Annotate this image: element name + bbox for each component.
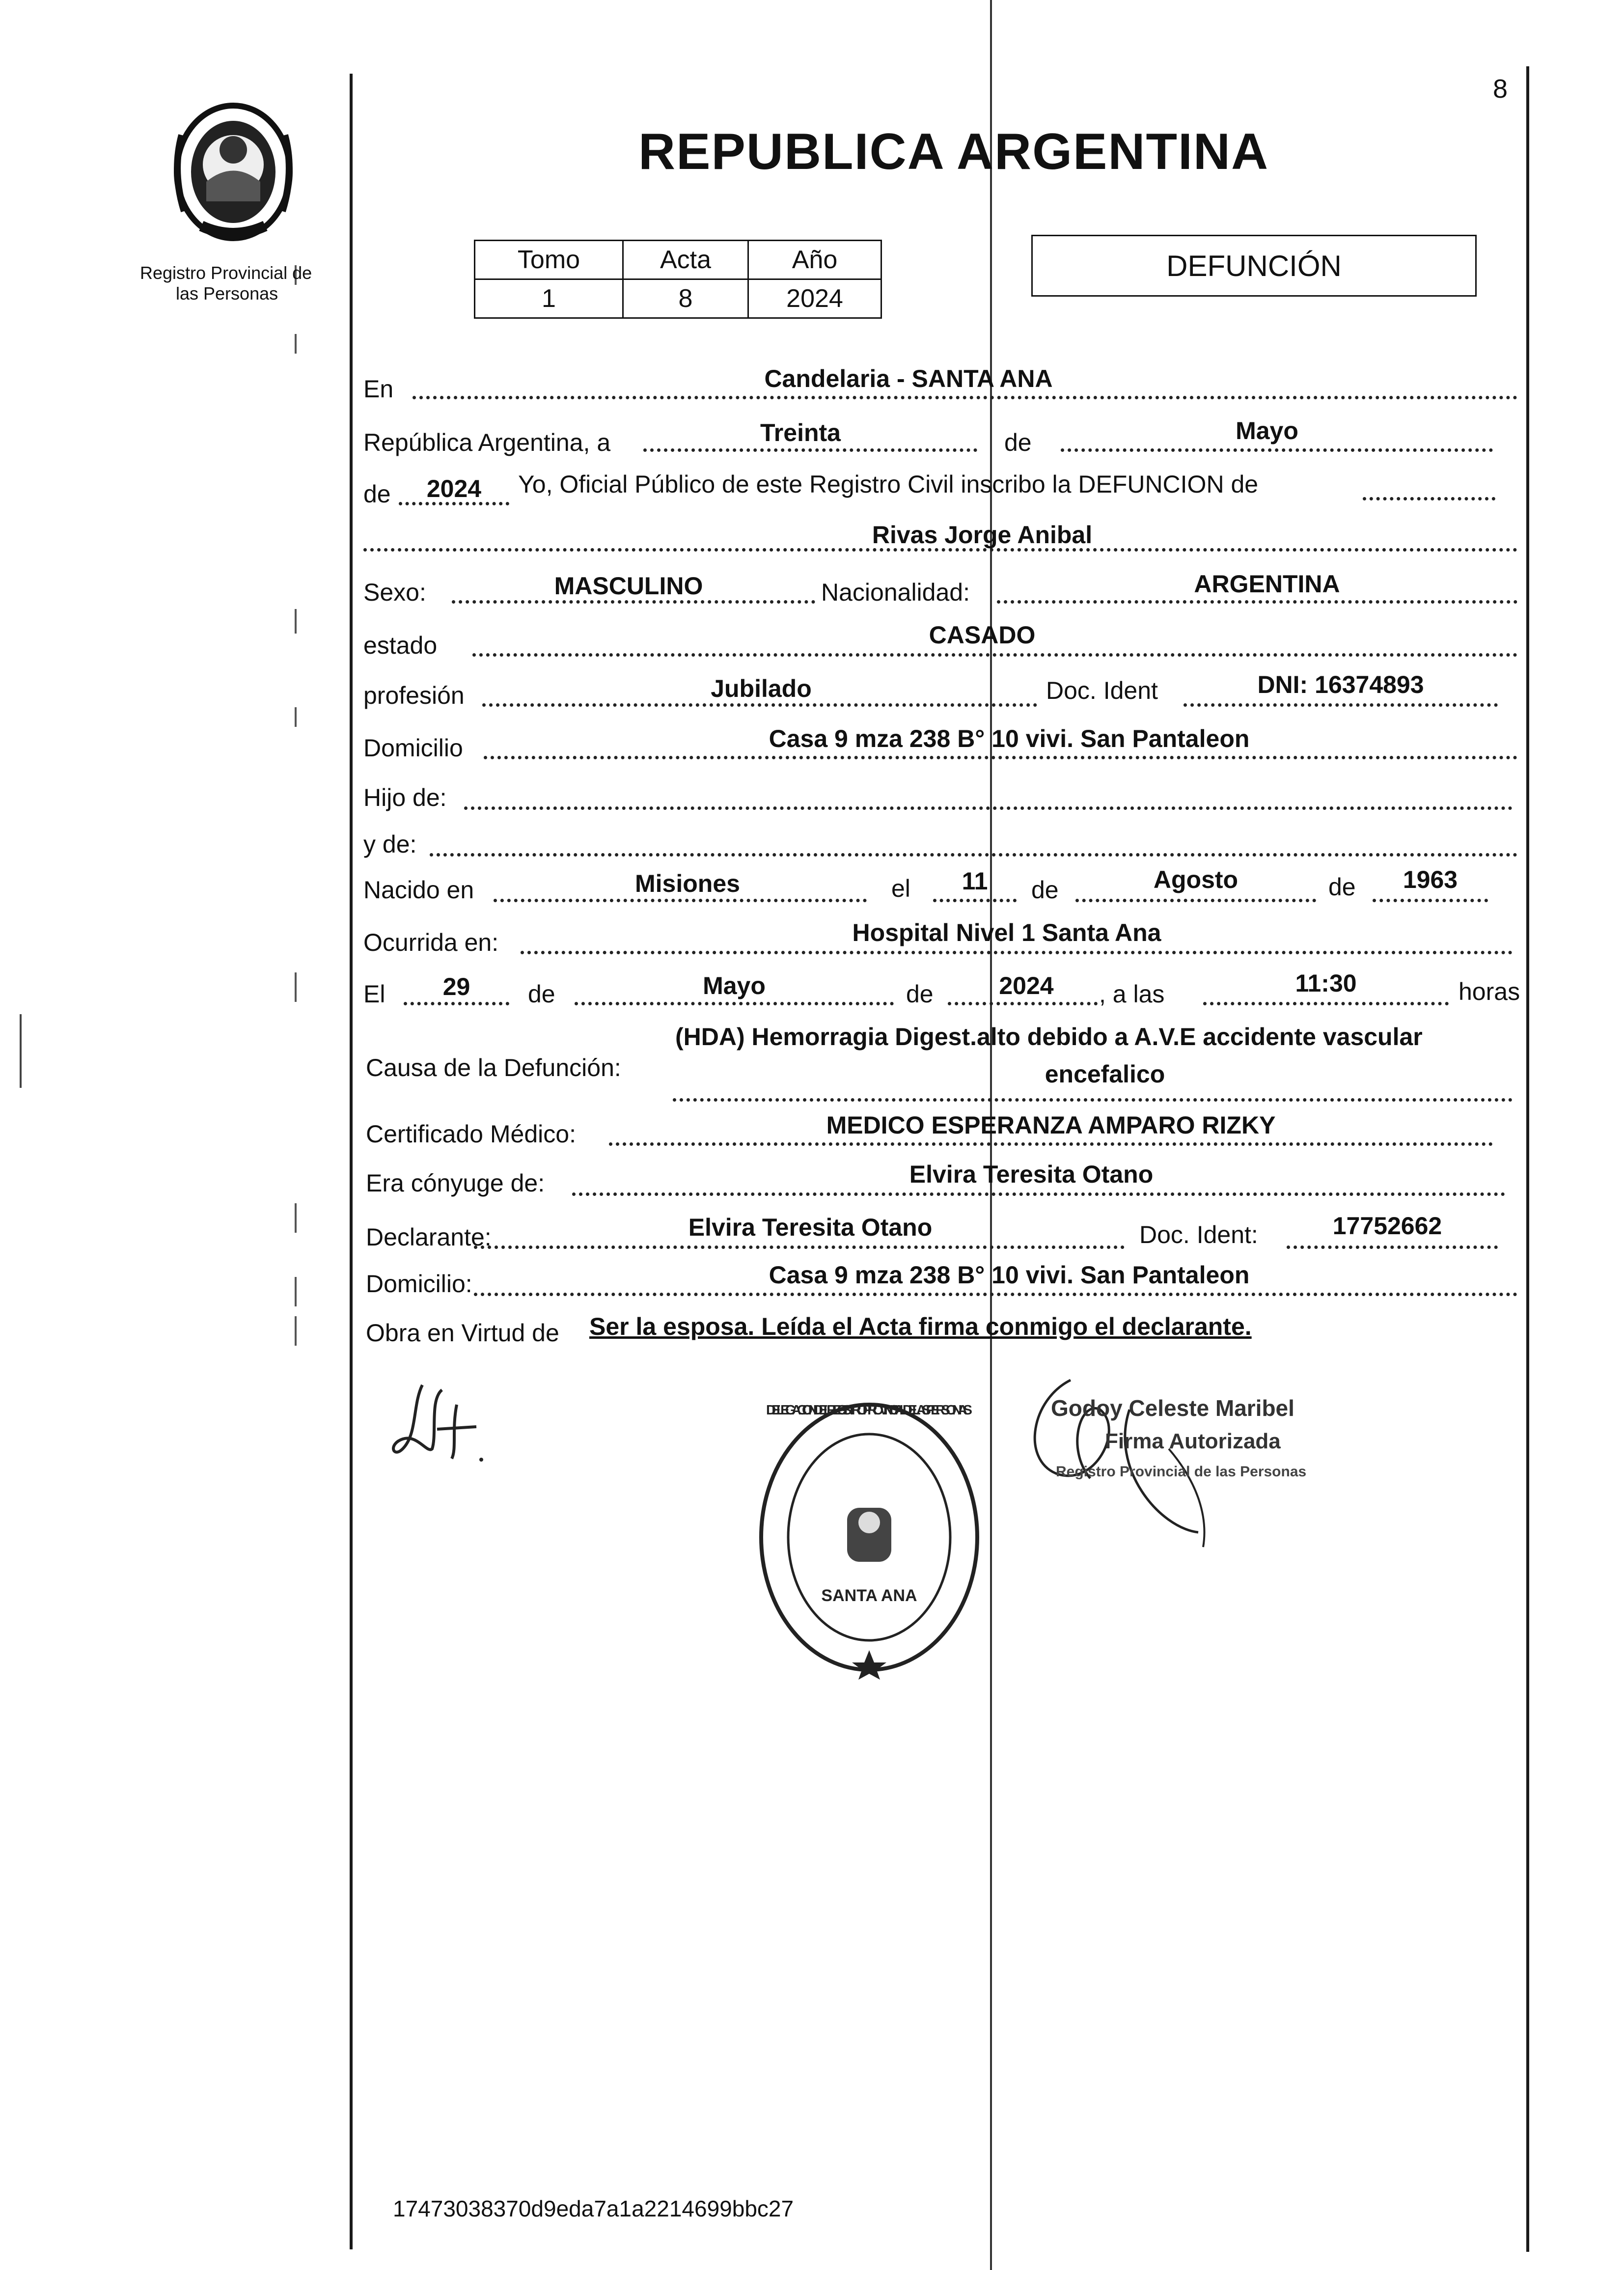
doc-ident-value: DNI: 16374893: [1257, 671, 1424, 698]
domicilio-dotted-line: [484, 756, 1517, 759]
official-role: Firma Autorizada: [1105, 1429, 1281, 1453]
profesion-label: profesión: [363, 682, 465, 709]
doc-ident-dotted-line: [1184, 703, 1498, 707]
table-header-tomo: Tomo: [474, 240, 624, 280]
hijo-dotted-line: [464, 806, 1513, 810]
decl-doc-dotted-line: [1287, 1246, 1498, 1249]
domicilio-label: Domicilio: [363, 734, 463, 762]
scan-speck: [295, 1277, 297, 1306]
estado-label: estado: [363, 632, 438, 659]
registry-stamp: [751, 1395, 987, 1680]
nacido-label: Nacido en: [363, 876, 474, 904]
declarante-value: Elvira Teresita Otano: [688, 1214, 933, 1241]
birth-day-dotted-line: [933, 899, 1017, 902]
registry-line-1: Registro Provincial de: [140, 263, 312, 283]
birth-year-dotted-line: [1373, 899, 1488, 902]
certificado-label: Certificado Médico:: [366, 1120, 576, 1148]
doc-ident-label: Doc. Ident: [1046, 677, 1158, 704]
nacionalidad-label: Nacionalidad:: [821, 579, 970, 606]
causa-line-2: encefalico: [1045, 1060, 1165, 1088]
day-dotted-line: [643, 448, 977, 452]
nacido-value: Misiones: [635, 870, 740, 897]
profesion-dotted-line: [482, 703, 1037, 707]
deceased-name: Rivas Jorge Anibal: [872, 521, 1093, 549]
left-margin-line: [350, 74, 353, 2249]
estado-value: CASADO: [929, 621, 1036, 649]
el-label: el: [891, 875, 910, 902]
sexo-dotted-line: [452, 600, 815, 604]
place-value: Candelaria - SANTA ANA: [764, 365, 1053, 392]
birth-de2-label: de: [1328, 873, 1356, 901]
country-title: REPUBLICA ARGENTINA: [638, 123, 1269, 180]
estado-dotted-line: [472, 653, 1517, 657]
ocurrida-label: Ocurrida en:: [363, 929, 499, 956]
obra-value: Ser la esposa. Leída el Acta firma conmigo el declarante.: [589, 1313, 1252, 1340]
decl-doc-label: Doc. Ident:: [1139, 1221, 1258, 1248]
stamp-ring-text: DELEGACION DEL REGISTRO PROVINCIAL DE LAS PERSONAS: [766, 1402, 972, 1417]
obra-label: Obra en Virtud de: [366, 1319, 559, 1347]
inscribe-text: Yo, Oficial Público de este Registro Civil inscribo la DEFUNCION de: [518, 471, 1259, 498]
causa-label: Causa de la Defunción:: [366, 1054, 621, 1081]
el2-label: El: [363, 980, 385, 1008]
registry-line-2: las Personas: [176, 283, 278, 304]
yde-label: y de:: [363, 830, 417, 858]
domicilio-value: Casa 9 mza 238 B° 10 vivi. San Pantaleon: [769, 725, 1250, 752]
death-time-dotted-line: [1203, 1002, 1449, 1005]
nacionalidad-value: ARGENTINA: [1194, 570, 1340, 598]
sexo-value: MASCULINO: [554, 572, 703, 600]
birth-year: 1963: [1403, 866, 1458, 893]
conyuge-label: Era cónyuge de:: [366, 1169, 545, 1197]
year-value: 2024: [426, 475, 482, 502]
right-margin-line: [1526, 66, 1529, 2252]
edge-mark: [20, 1014, 22, 1088]
alas-label: , a las: [1099, 980, 1165, 1008]
declarante-dotted-line: [474, 1246, 1125, 1249]
yde-dotted-line: [430, 853, 1517, 857]
table-header-anio: Año: [747, 240, 882, 280]
death-year: 2024: [999, 972, 1054, 999]
domicilio2-dotted-line: [474, 1293, 1517, 1296]
act-type-box: DEFUNCIÓN: [1031, 235, 1477, 297]
birth-month-dotted-line: [1075, 899, 1316, 902]
month-dotted-line: [1061, 448, 1493, 452]
hijo-label: Hijo de:: [363, 784, 447, 811]
ocurrida-dotted-line: [521, 951, 1513, 954]
de-label: de: [1004, 429, 1032, 456]
scan-speck: [295, 609, 297, 634]
month-value: Mayo: [1236, 417, 1298, 444]
declarante-label: Declarante:: [366, 1223, 492, 1251]
official-name: Godoy Celeste Maribel: [1051, 1395, 1294, 1421]
causa-line-1: (HDA) Hemorragia Digest.alto debido a A.V.E accidente vascular: [675, 1023, 1423, 1051]
sexo-label: Sexo:: [363, 579, 426, 606]
certificado-value: MEDICO ESPERANZA AMPARO RIZKY: [826, 1111, 1276, 1139]
birth-de1-label: de: [1031, 876, 1059, 904]
death-year-dotted-line: [948, 1002, 1098, 1005]
certificado-dotted-line: [609, 1142, 1493, 1146]
horas-label: horas: [1459, 978, 1520, 1005]
day-value: Treinta: [760, 419, 841, 446]
declarant-signature: [383, 1375, 501, 1473]
document-hash: 17473038370d9eda7a1a2214699bbc27: [393, 2196, 794, 2221]
official-office: Registro Provincial de las Personas: [1056, 1464, 1307, 1480]
page-number: 8: [1493, 74, 1508, 104]
scan-speck: [295, 1203, 297, 1233]
death-day-dotted-line: [404, 1002, 509, 1005]
death-de1-label: de: [528, 980, 555, 1008]
birth-day: 11: [962, 867, 988, 895]
republica-label: República Argentina, a: [363, 429, 611, 456]
ocurrida-value: Hospital Nivel 1 Santa Ana: [852, 919, 1161, 946]
table-value-anio: 2024: [747, 278, 882, 319]
inscribe-dotted-line: [1363, 497, 1495, 500]
domicilio2-label: Domicilio:: [366, 1270, 472, 1298]
year-prefix-label: de: [363, 480, 391, 508]
death-day: 29: [442, 973, 470, 1000]
official-signature-block: [1012, 1370, 1404, 1557]
death-time: 11:30: [1295, 969, 1357, 997]
domicilio2-value: Casa 9 mza 238 B° 10 vivi. San Pantaleon: [769, 1261, 1250, 1289]
table-value-tomo: 1: [474, 278, 624, 319]
conyuge-dotted-line: [572, 1192, 1505, 1196]
nacido-dotted-line: [494, 899, 867, 902]
scan-speck: [295, 707, 297, 727]
nacionalidad-dotted-line: [997, 600, 1517, 604]
decl-doc-value: 17752662: [1332, 1212, 1442, 1240]
death-de2-label: de: [906, 980, 934, 1008]
table-header-acta: Acta: [622, 240, 749, 280]
en-dotted-line: [413, 396, 1517, 399]
en-label: En: [363, 375, 394, 403]
scan-speck: [295, 334, 297, 354]
death-month-dotted-line: [575, 1002, 894, 1005]
causa-dotted-line: [673, 1098, 1513, 1102]
stamp-inner-text: SANTA ANA: [821, 1586, 917, 1605]
profesion-value: Jubilado: [711, 675, 812, 702]
scan-speck: [295, 972, 297, 1002]
table-value-acta: 8: [622, 278, 749, 319]
scan-speck: [295, 1316, 297, 1346]
province-seal: [162, 101, 304, 243]
birth-month: Agosto: [1153, 866, 1239, 893]
death-month: Mayo: [703, 972, 766, 999]
conyuge-value: Elvira Teresita Otano: [909, 1161, 1154, 1188]
